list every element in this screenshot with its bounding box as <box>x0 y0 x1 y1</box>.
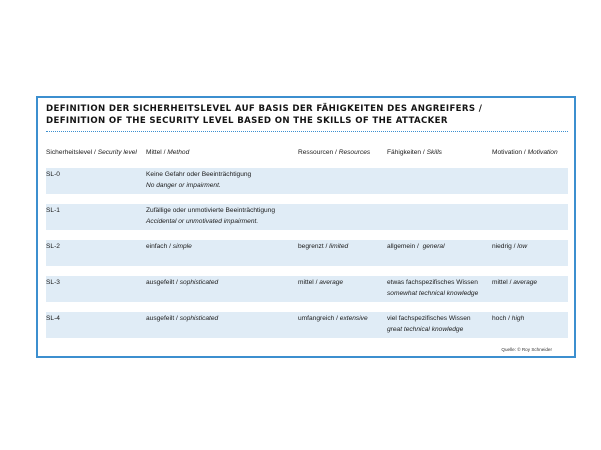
header-security-level: Sicherheitslevel / Security level <box>46 149 137 156</box>
title-divider <box>46 131 568 132</box>
cell-motivation: niedrig / low <box>492 243 528 250</box>
header-resources: Ressourcen / Resources <box>298 149 371 156</box>
header-method: Mittel / Method <box>146 149 190 156</box>
cell-method: Zufällige oder unmotivierte Beeinträchtigung Accidental or unmotivated impairment. <box>146 207 276 225</box>
cell-level: SL-0 <box>46 171 60 178</box>
cell-method: einfach / simple <box>146 243 192 250</box>
cell-resources: mittel / average <box>298 279 344 286</box>
cell-skills: allgemein / general <box>387 243 445 250</box>
cell-resources: umfangreich / extensive <box>298 315 368 322</box>
title-german: DEFINITION DER SICHERHEITSLEVEL AUF BASIS DER FÄHIGKEITEN DES ANGREIFERS / <box>46 104 483 114</box>
title-english: DEFINITION OF THE SECURITY LEVEL BASED ON THE SKILLS OF THE ATTACKER <box>46 115 448 126</box>
cell-level: SL-4 <box>46 315 60 322</box>
table-row-sl0 <box>46 168 568 194</box>
cell-method: ausgefeilt / sophisticated <box>146 315 219 322</box>
security-level-table-frame <box>36 96 576 358</box>
cell-method: ausgefeilt / sophisticated <box>146 279 219 286</box>
source-credit: Quelle: © Roy Schneider <box>501 347 552 352</box>
table-row-sl2 <box>46 240 568 266</box>
table-row-sl1 <box>46 204 568 230</box>
cell-motivation: mittel / average <box>492 279 538 286</box>
table-row-sl3 <box>46 276 568 302</box>
cell-level: SL-2 <box>46 243 60 250</box>
cell-skills: etwas fachspezifisches Wissen somewhat technical knowledge <box>387 279 479 297</box>
header-skills: Fähigkeiten / Skills <box>387 149 442 156</box>
cell-level: SL-1 <box>46 207 60 214</box>
header-motivation: Motivation / Motivation <box>492 149 558 156</box>
cell-motivation: hoch / high <box>492 315 525 322</box>
cell-method: Keine Gefahr oder Beeinträchtigung No danger or impairment. <box>146 171 252 189</box>
cell-level: SL-3 <box>46 279 60 286</box>
cell-skills: viel fachspezifisches Wissen great technical knowledge <box>387 315 471 333</box>
cell-resources: begrenzt / limited <box>298 243 349 250</box>
table-row-sl4 <box>46 312 568 338</box>
table-title <box>46 104 566 127</box>
